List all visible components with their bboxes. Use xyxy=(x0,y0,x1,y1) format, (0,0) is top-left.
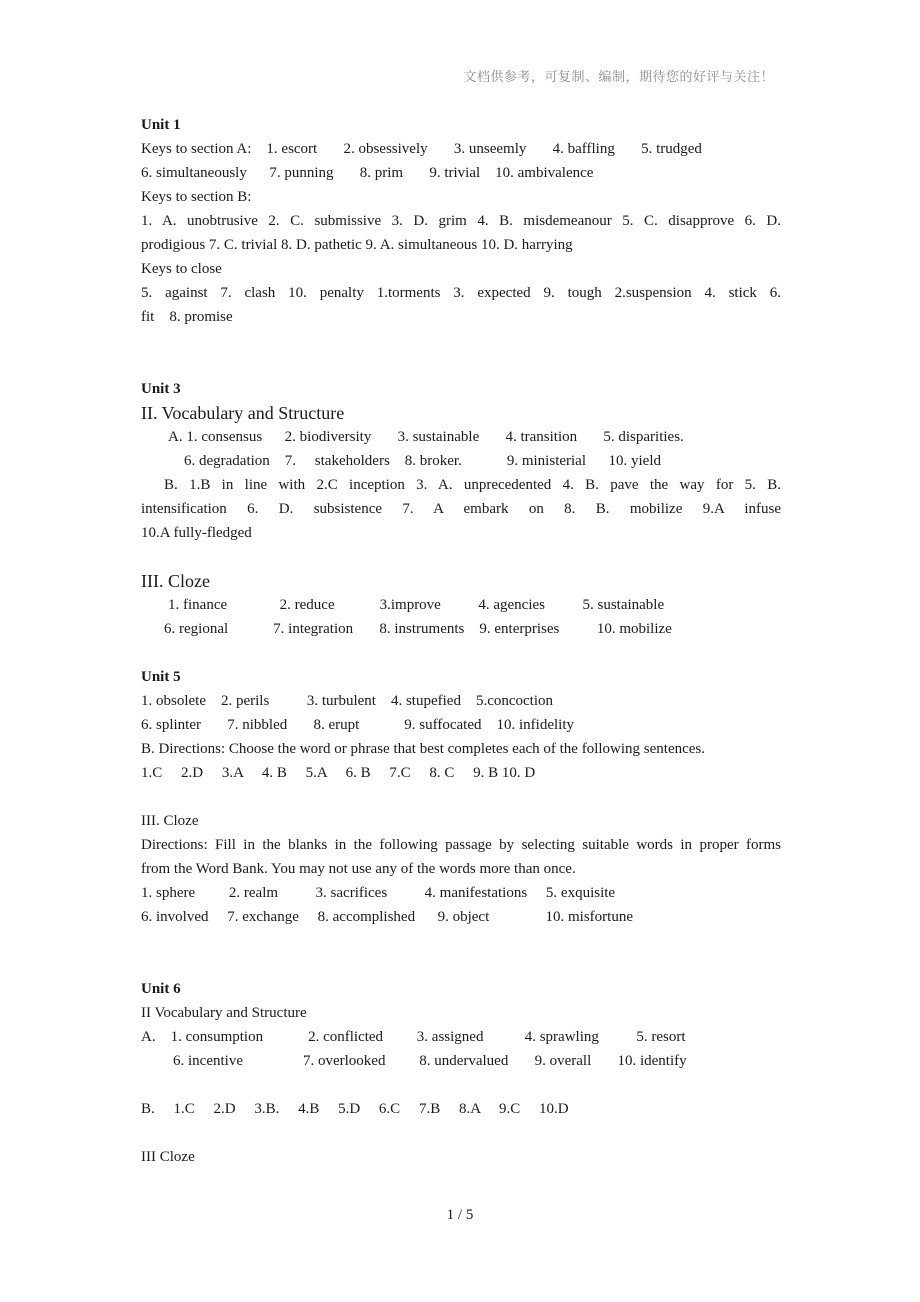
unit1-keys-b-line2: prodigious 7. C. trivial 8. D. pathetic 9. A. simultaneous 10. D. harrying xyxy=(141,237,573,253)
unit5-line1: 1. obsolete 2. perils 3. turbulent 4. stupefied 5.concoction xyxy=(141,693,554,709)
unit6-title: Unit 6 xyxy=(141,981,181,997)
unit5-cloze-directions2: from the Word Bank. You may not use any of the words more than once. xyxy=(141,861,576,877)
unit3-cloze-line1: 1. finance 2. reduce 3.improve 4. agencies 5. sustainable xyxy=(168,597,665,613)
unit3-title: Unit 3 xyxy=(141,381,181,397)
unit3-b-line3: 10.A fully-fledged xyxy=(141,525,252,541)
unit6-a-line1: A. 1. consumption 2. conflicted 3. assigned 4. sprawling 5. resort xyxy=(141,1029,686,1045)
document-body xyxy=(141,113,781,1169)
unit5-cloze-title: III. Cloze xyxy=(141,813,199,829)
unit6-a-line2: 6. incentive 7. overlooked 8. undervalued 9. overall 10. identify xyxy=(173,1053,687,1069)
unit1-close-line2: fit 8. promise xyxy=(141,309,233,325)
unit3-a-line2: 6. degradation 7. stakeholders 8. broker. 9. ministerial 10. yield xyxy=(184,453,661,469)
unit6-vocab-heading: II Vocabulary and Structure xyxy=(141,1005,307,1021)
unit5-cloze-line1: 1. sphere 2. realm 3. sacrifices 4. manifestations 5. exquisite xyxy=(141,885,616,901)
unit5-cloze-line2: 6. involved 7. exchange 8. accomplished 9. object 10. misfortune xyxy=(141,909,633,925)
unit1-close-label: Keys to close xyxy=(141,261,222,277)
unit5-cloze-directions1: Directions: Fill in the blanks in the following passage by selecting suitable words in proper forms xyxy=(141,837,781,853)
header-note: 文档供参考，可复制、编制，期待您的好评与关注！ xyxy=(463,69,774,84)
unit1-keys-b-line1: 1. A. unobtrusive 2. C. submissive 3. D. grim 4. B. misdemeanour 5. C. disapprove 6. D. xyxy=(141,213,781,229)
unit5-answers: 1.C 2.D 3.A 4. B 5.A 6. B 7.C 8. C 9. B 10. D xyxy=(141,765,536,781)
unit6-b-line: B. 1.C 2.D 3.B. 4.B 5.D 6.C 7.B 8.A 9.C 10.D xyxy=(141,1101,569,1117)
unit1-title: Unit 1 xyxy=(141,117,181,133)
unit5-line2: 6. splinter 7. nibbled 8. erupt 9. suffocated 10. infidelity xyxy=(141,717,574,733)
unit1-keys-a-line1: Keys to section A: 1. escort 2. obsessively 3. unseemly 4. baffling 5. trudged xyxy=(141,141,702,157)
unit3-a-line1: A. 1. consensus 2. biodiversity 3. sustainable 4. transition 5. disparities. xyxy=(168,429,684,445)
unit3-cloze-line2: 6. regional 7. integration 8. instruments 9. enterprises 10. mobilize xyxy=(164,621,672,637)
unit3-b-line2: intensification 6. D. subsistence 7. A embark on 8. B. mobilize 9.A infuse xyxy=(141,501,781,517)
unit6-cloze-title: III Cloze xyxy=(141,1149,195,1165)
unit5-title: Unit 5 xyxy=(141,669,181,685)
unit5-directions: B. Directions: Choose the word or phrase that best completes each of the following sentences. xyxy=(141,741,706,757)
unit3-vocab-heading: II. Vocabulary and Structure xyxy=(141,403,345,423)
unit1-close-line1: 5. against 7. clash 10. penalty 1.torments 3. expected 9. tough 2.suspension 4. stick 6. xyxy=(141,285,781,301)
unit3-b-line1: B. 1.B in line with 2.C inception 3. A. unprecedented 4. B. pave the way for 5. B. xyxy=(164,477,781,493)
unit1-keys-b-label: Keys to section B: xyxy=(141,189,252,205)
unit1-keys-a-line2: 6. simultaneously 7. punning 8. prim 9. trivial 10. ambivalence xyxy=(141,165,594,181)
page-number: 1 / 5 xyxy=(446,1207,474,1223)
unit3-cloze-heading: III. Cloze xyxy=(141,571,210,591)
